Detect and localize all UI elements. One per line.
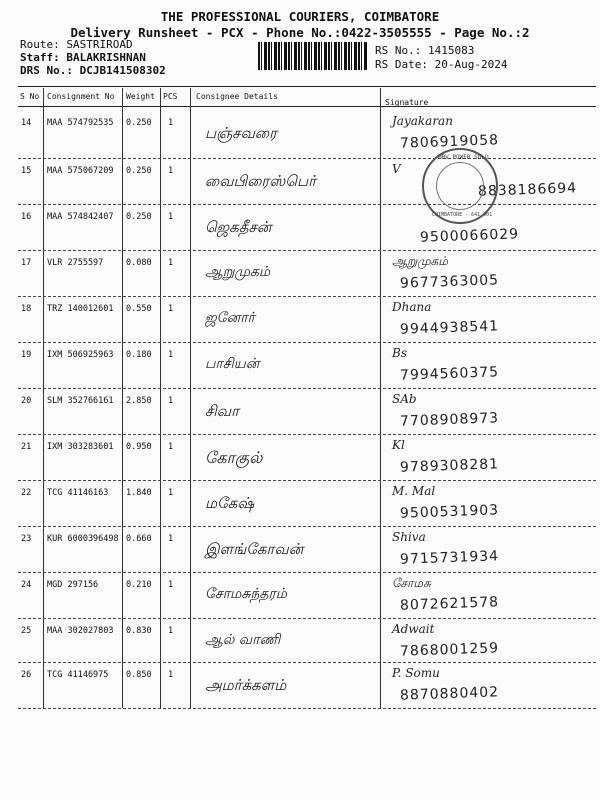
row-consignee-handwritten: மகேஷ்: [205, 494, 255, 512]
row-sno: 22: [21, 488, 32, 498]
row-phone-handwritten: 7806919058: [399, 132, 500, 152]
row-consignment: VLR 2755597: [47, 258, 104, 268]
row-separator: [18, 158, 596, 159]
row-consignee-handwritten: அமர்க்களம்: [205, 676, 287, 694]
row-signature: M. Mal: [392, 484, 436, 498]
row-consignment: MGD 297156: [47, 580, 99, 590]
header-sno: S No: [20, 92, 40, 101]
row-signature: SAb: [392, 392, 417, 406]
row-weight: 0.850: [126, 670, 152, 680]
row-pcs: 1: [168, 670, 174, 680]
row-signature: P. Somu: [392, 666, 440, 680]
header-pcs: PCS: [163, 92, 178, 101]
row-weight: 0.250: [126, 212, 152, 222]
row-consignment: TRZ 140012601: [47, 304, 114, 314]
row-weight: 0.660: [126, 534, 152, 544]
row-separator: [18, 296, 596, 297]
col-divider: [122, 88, 123, 708]
row-pcs: 1: [168, 258, 174, 268]
row-consignee-handwritten: ஆறுமுகம்: [205, 264, 271, 280]
row-weight: 0.250: [126, 118, 152, 128]
row-phone-handwritten: 9789308281: [399, 456, 500, 476]
row-pcs: 1: [168, 626, 174, 636]
row-separator: [18, 662, 596, 663]
row-pcs: 1: [168, 166, 174, 176]
table-header-rule: [18, 106, 596, 107]
staff-info: [20, 51, 146, 64]
row-separator: [18, 388, 596, 389]
row-signature: ஆறுமுகம்: [392, 254, 448, 268]
row-sno: 19: [21, 350, 32, 360]
row-signature: Shiva: [392, 530, 426, 544]
row-consignment: TCG 41146975: [47, 670, 109, 680]
row-weight: 2.850: [126, 396, 152, 406]
row-consignment: IXM 506925963: [47, 350, 114, 360]
drs-info: [20, 64, 166, 77]
row-signature: Dhana: [392, 300, 432, 314]
row-phone-handwritten: 9500531903: [399, 502, 500, 522]
row-separator: [18, 204, 596, 205]
drs-value: DCJB141508302: [79, 64, 166, 77]
page-subtitle: Delivery Runsheet - PCX - Phone No.:0422-3505555 - Page No.:2: [70, 25, 530, 40]
row-sno: 26: [21, 670, 32, 680]
drs-label: DRS No.:: [20, 64, 73, 77]
rs-date: RS Date: 20-Aug-2024: [375, 58, 508, 71]
row-separator: [18, 526, 596, 527]
row-consignment: MAA 574842407: [47, 212, 114, 222]
col-divider: [43, 88, 44, 708]
row-separator: [18, 708, 596, 709]
company-stamp: [422, 148, 498, 224]
staff-value: BALAKRISHNAN: [66, 51, 146, 64]
row-pcs: 1: [168, 488, 174, 498]
row-sno: 25: [21, 626, 32, 636]
row-consignment: MAA 574792535: [47, 118, 114, 128]
header-weight: Weight: [126, 92, 155, 101]
row-consignee-handwritten: இளங்கோவன்: [205, 540, 304, 558]
table-top-rule: [18, 86, 596, 87]
page-title: THE PROFESSIONAL COURIERS, COIMBATORE: [160, 9, 440, 24]
row-pcs: 1: [168, 534, 174, 544]
row-consignee-handwritten: பஞ்சவரை: [205, 124, 277, 142]
row-signature: சோமசு: [392, 576, 431, 590]
route-info: [20, 38, 133, 51]
row-sno: 15: [21, 166, 32, 176]
row-sno: 18: [21, 304, 32, 314]
row-consignment: SLM 352766161: [47, 396, 114, 406]
row-pcs: 1: [168, 396, 174, 406]
row-signature: Kl: [392, 438, 405, 452]
row-consignment: IXM 303283601: [47, 442, 114, 452]
row-phone-handwritten: 7708908973: [399, 410, 500, 430]
row-phone-handwritten: 9715731934: [399, 548, 500, 568]
row-sno: 17: [21, 258, 32, 268]
row-consignee-handwritten: சிவா: [205, 402, 239, 420]
row-separator: [18, 572, 596, 573]
row-separator: [18, 250, 596, 251]
row-consignee-handwritten: வைபிரைஸ்பெர்: [205, 172, 316, 190]
row-phone-handwritten: 7994560375: [399, 364, 500, 384]
row-weight: 1.840: [126, 488, 152, 498]
row-phone-handwritten: 7868001259: [399, 640, 500, 660]
row-phone-handwritten: 8838186694: [477, 180, 578, 200]
row-consignee-handwritten: பாசியன்: [205, 356, 260, 372]
row-sno: 23: [21, 534, 32, 544]
row-pcs: 1: [168, 350, 174, 360]
staff-label: Staff:: [20, 51, 60, 64]
row-sno: 16: [21, 212, 32, 222]
header-signature: Signature: [385, 98, 429, 107]
row-pcs: 1: [168, 118, 174, 128]
row-phone-handwritten: 9944938541: [399, 318, 500, 338]
row-weight: 0.950: [126, 442, 152, 452]
row-consignee-handwritten: ஆல் வாணி: [205, 632, 281, 648]
row-signature: Adwait: [392, 622, 435, 636]
row-signature: Bs: [392, 346, 407, 360]
row-pcs: 1: [168, 304, 174, 314]
col-divider: [160, 88, 161, 708]
stamp-text: MRV POWER SOLU COIMBATORE - 641 001: [432, 154, 493, 218]
row-weight: 0.830: [126, 626, 152, 636]
row-weight: 0.210: [126, 580, 152, 590]
row-sno: 24: [21, 580, 32, 590]
row-weight: 0.550: [126, 304, 152, 314]
row-weight: 0.180: [126, 350, 152, 360]
row-pcs: 1: [168, 580, 174, 590]
row-pcs: 1: [168, 442, 174, 452]
route-value: SASTRIROAD: [66, 38, 133, 51]
row-separator: [18, 618, 596, 619]
row-consignment: MAA 302027803: [47, 626, 114, 636]
row-phone-handwritten: 8870880402: [399, 684, 500, 704]
col-divider: [380, 88, 381, 708]
rs-number: RS No.: 1415083: [375, 44, 475, 57]
route-label: Route:: [20, 38, 60, 51]
row-phone-handwritten: 9500066029: [419, 226, 520, 246]
row-sno: 21: [21, 442, 32, 452]
row-consignee-handwritten: கோகுல்: [205, 448, 263, 467]
row-separator: [18, 342, 596, 343]
row-consignee-handwritten: சோமசுந்தரம்: [205, 586, 288, 602]
row-phone-handwritten: 9677363005: [399, 272, 500, 292]
header-consignee: Consignee Details: [196, 92, 278, 101]
col-divider: [190, 88, 191, 708]
row-consignment: KUR 6000396498: [47, 534, 119, 544]
row-signature: V: [392, 162, 401, 176]
barcode: [258, 42, 368, 70]
row-consignment: TCG 41146163: [47, 488, 109, 498]
row-consignee-handwritten: ஜனோர்: [205, 310, 255, 326]
row-weight: 0.250: [126, 166, 152, 176]
row-pcs: 1: [168, 212, 174, 222]
row-separator: [18, 480, 596, 481]
row-phone-handwritten: 8072621578: [399, 594, 500, 614]
row-sno: 14: [21, 118, 32, 128]
row-consignee-handwritten: ஜெகதீசன்: [205, 218, 272, 236]
row-separator: [18, 434, 596, 435]
row-weight: 0.080: [126, 258, 152, 268]
header-consignment: Consignment No: [47, 92, 115, 101]
row-signature: Jayakaran: [392, 114, 453, 128]
row-sno: 20: [21, 396, 32, 406]
row-consignment: MAA 575067209: [47, 166, 114, 176]
